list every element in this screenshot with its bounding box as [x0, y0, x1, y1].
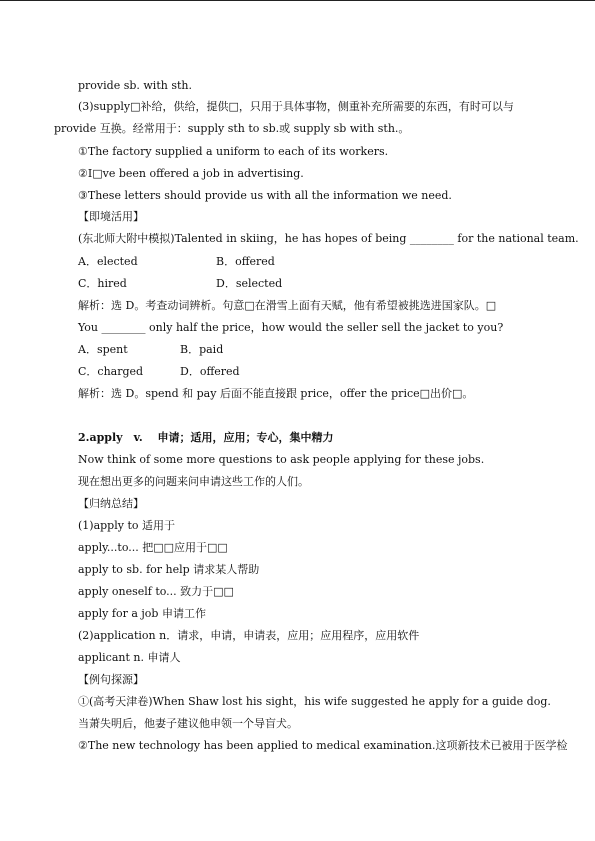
question-text: You ________ only half the price，how would the seller sell the jacket to you? — [78, 321, 504, 334]
phrase-item: (2)application n．请求，申请，申请表，应用；应用程序，应用软件 — [78, 629, 420, 642]
phrase-item: apply to sb. for help 请求某人帮助 — [78, 563, 260, 576]
text-line: 现在想出更多的问题来问申请这些工作的人们。 — [78, 475, 309, 488]
top-rule — [0, 0, 595, 1]
answer-explanation: 解析：选 D。spend 和 pay 后面不能直接跟 price，offer the price□出价□。 — [78, 387, 474, 400]
text-line: (3)supply□补给，供给，提供□，只用于具体事物，侧重补充所需要的东西，有时可以与 — [78, 100, 514, 113]
text-line: Now think of some more questions to ask people applying for these jobs. — [78, 453, 485, 466]
word-heading: 2.apply v. 申请；适用，应用；专心，集中精力 — [78, 431, 334, 444]
text-line: provide 互换。经常用于：supply sth to sb.或 supply sb with sth.。 — [54, 122, 410, 135]
section-heading: 【归纳总结】 — [78, 497, 144, 510]
option-c: C．hired — [78, 277, 127, 290]
text-line: provide sb. with sth. — [78, 79, 192, 92]
option-d: D．offered — [180, 365, 240, 378]
option-d: D．selected — [216, 277, 283, 290]
phrase-item: applicant n. 申请人 — [78, 651, 181, 664]
option-a: A．spent — [78, 343, 128, 356]
option-b: B．offered — [216, 255, 275, 268]
example-sentence: ②I□ve been offered a job in advertising. — [78, 167, 304, 180]
question-text: (东北师大附中模拟)Talented in skiing，he has hopes of being ________ for the national team. — [78, 232, 579, 245]
example-sentence: ③These letters should provide us with all the information we need. — [78, 189, 452, 202]
example-sentence: ①The factory supplied a uniform to each of its workers. — [78, 145, 389, 158]
example-sentence: ②The new technology has been applied to medical examination.这项新技术已被用于医学检 — [78, 739, 568, 752]
answer-explanation: 解析：选 D。考查动词辨析。句意□在滑雪上面有天赋，他有希望被挑选进国家队。□ — [78, 299, 497, 312]
section-heading: 【例句探源】 — [78, 673, 144, 686]
phrase-item: apply...to... 把□□应用于□□ — [78, 541, 228, 554]
example-translation: 当萧失明后，他妻子建议他申领一个导盲犬。 — [78, 717, 298, 730]
option-a: A．elected — [78, 255, 138, 268]
phrase-item: (1)apply to 适用于 — [78, 519, 175, 532]
example-sentence: ①(高考天津卷)When Shaw lost his sight，his wife suggested he apply for a guide dog. — [78, 695, 551, 708]
phrase-item: apply for a job 申请工作 — [78, 607, 206, 620]
option-c: C．charged — [78, 365, 144, 378]
option-b: B．paid — [180, 343, 224, 356]
section-heading: 【即境活用】 — [78, 210, 144, 223]
phrase-item: apply oneself to... 致力于□□ — [78, 585, 234, 598]
